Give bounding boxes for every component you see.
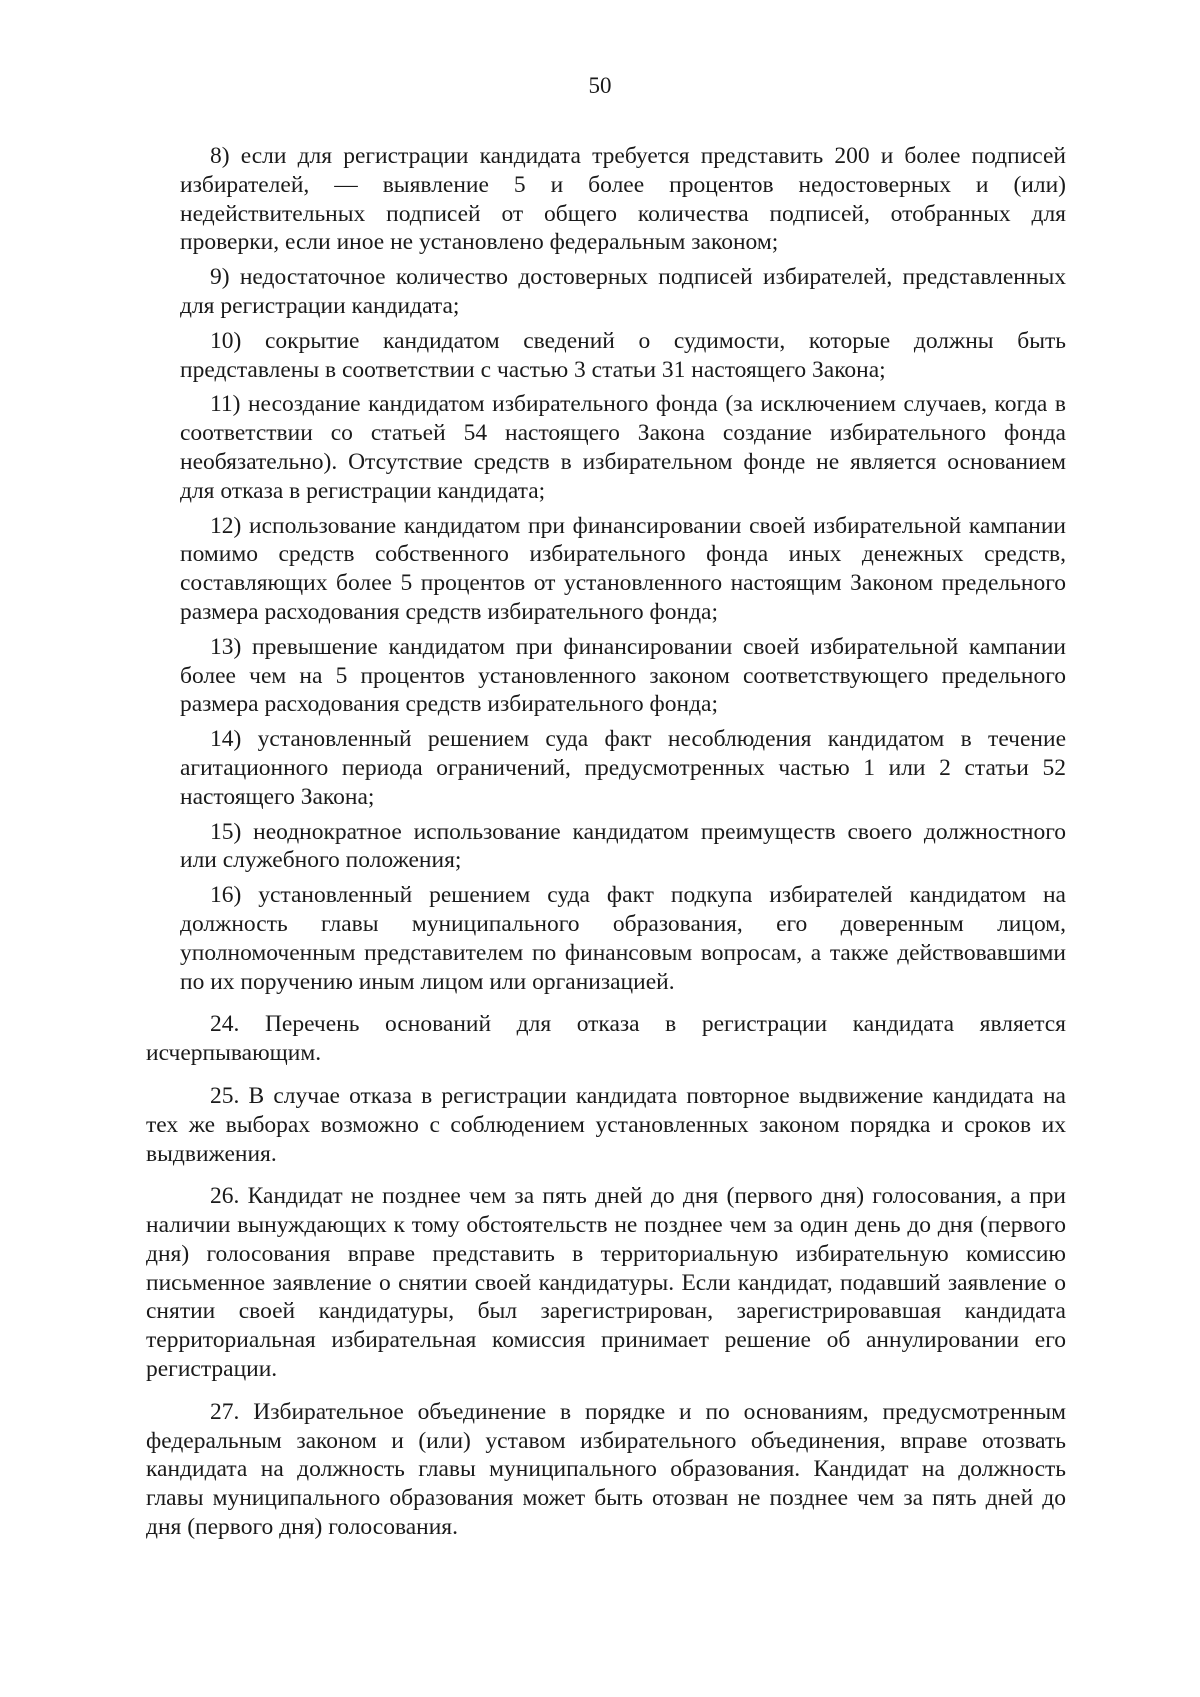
subitem-16: 16) установленный решением суда факт подкупа избирателей кандидатом на должность главы муниципального образования, его доверенным лицом, уполномоченным представителем по финансовым вопросам, а также действовавшими по их поручению иным лицом или организацией. xyxy=(180,882,1066,995)
subitem-13: 13) превышение кандидатом при финансировании своей избирательной кампании более чем на 5 процентов установленного законом соответствующего предельного размера расходования средств избирательного фонда; xyxy=(180,633,1066,718)
item-27: 27. Избирательное объединение в порядке и по основаниям, предусмотренным федеральным законом и (или) уставом избирательного объединения, вправе отозвать кандидата на должность главы муниципального образования. Кандидат на должность главы муниципального образования может быть отозван не позднее чем за пять дней до дня (первого дня) голосования. xyxy=(146,1398,1066,1541)
item-26: 26. Кандидат не позднее чем за пять дней до дня (первого дня) голосования, а при наличии вынуждающих к тому обстоятельств не позднее чем за один день до дня (первого дня) голосования вправе представить в территориальную избирательную комиссию письменное заявление о снятии своей кандидатуры. Если кандидат, подавший заявление о снятии своей кандидатуры, был зарегистрирован, зарегистрировавшая кандидата территориальная избирательная комиссия принимает решение об аннулировании его регистрации. xyxy=(146,1183,1066,1383)
subitem-10: 10) сокрытие кандидатом сведений о судимости, которые должны быть представлены в соответствии с частью 3 статьи 31 настоящего Закона; xyxy=(180,327,1066,383)
item-25: 25. В случае отказа в регистрации кандидата повторное выдвижение кандидата на тех же выборах возможно с соблюдением установленных законом порядка и сроков их выдвижения. xyxy=(146,1082,1066,1167)
subitem-9: 9) недостаточное количество достоверных подписей избирателей, представленных для регистрации кандидата; xyxy=(180,264,1066,319)
item-24: 24. Перечень оснований для отказа в регистрации кандидата является исчерпывающим. xyxy=(146,1011,1066,1067)
page-number: 50 xyxy=(588,73,612,98)
subitem-11: 11) несоздание кандидатом избирательного фонда (за исключением случаев, когда в соответствии со статьей 54 настоящего Закона создание избирательного фонда необязательно). Отсутствие средств в избирательном фонде не является основанием для отказа в регистрации кандидата; xyxy=(180,391,1066,504)
subitem-15: 15) неоднократное использование кандидатом преимуществ своего должностного или служебного положения; xyxy=(180,818,1066,874)
document-body xyxy=(146,142,1066,1542)
subitem-12: 12) использование кандидатом при финансировании своей избирательной кампании помимо средств собственного избирательного фонда иных денежных средств, составляющих более 5 процентов от установленного настоящим Законом предельного размера расходования средств избирательного фонда; xyxy=(180,512,1066,625)
subitem-8: 8) если для регистрации кандидата требуется представить 200 и более подписей избирателей, — выявление 5 и более процентов недостоверных и (или) недействительных подписей от общего количества подписей, отобранных для проверки, если иное не установлено федеральным законом; xyxy=(180,143,1066,256)
subitem-14: 14) установленный решением суда факт несоблюдения кандидатом в течение агитационного периода ограничений, предусмотренных частью 1 или 2 статьи 52 настоящего Закона; xyxy=(180,726,1066,810)
